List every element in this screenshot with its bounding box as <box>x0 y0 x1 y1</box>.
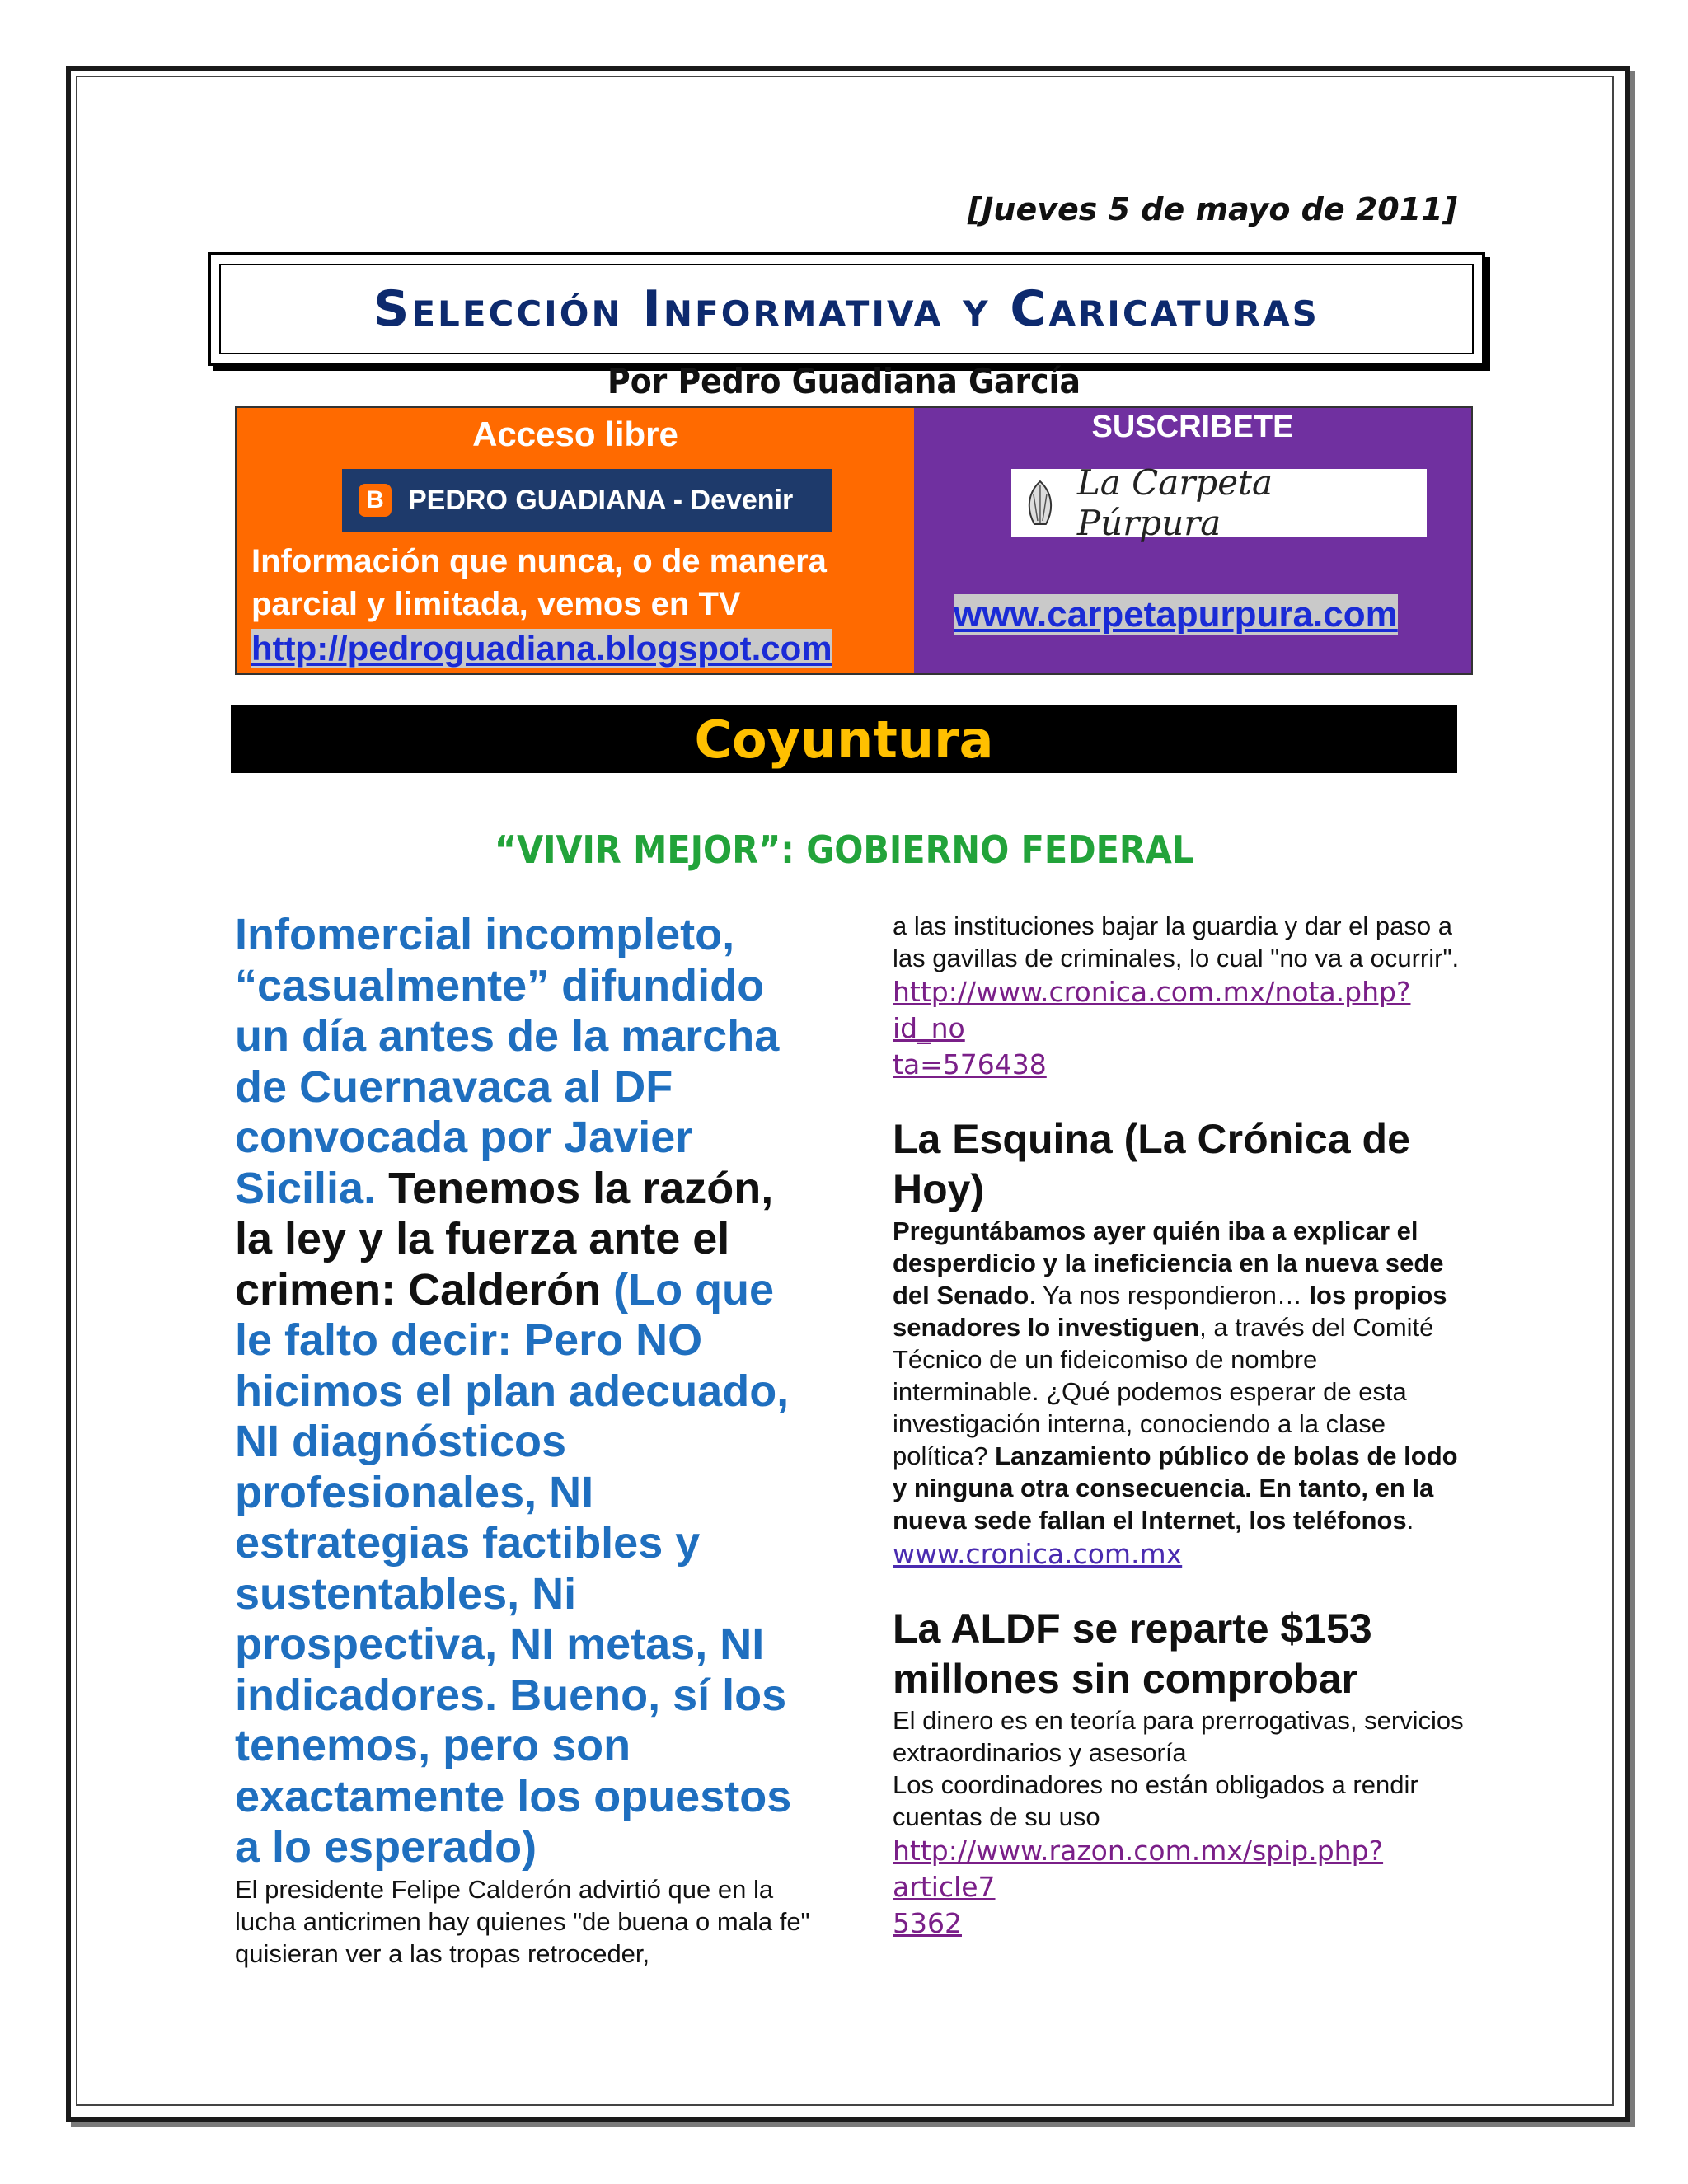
section-title: Coyuntura <box>694 709 994 770</box>
promo-free-access <box>237 408 914 673</box>
headline-quote: Tenemos la razón, la ley y la fuerza ante el crimen: Calderón <box>235 1163 774 1315</box>
razon-link[interactable] <box>893 1833 1470 1942</box>
section-bar <box>231 705 1457 773</box>
esquina-text2: , a través del Comité Técnico de un fideicomiso de nombre interminable. ¿Qué podemos esperar de esta investigación interna, conociendo a la clase política? <box>893 1313 1434 1470</box>
left-column <box>235 910 812 1970</box>
title-box <box>208 252 1485 366</box>
esquina-bold2: los propios senadores lo investiguen <box>893 1281 1447 1342</box>
promo-banner <box>235 406 1473 675</box>
access-label: Acceso libre <box>472 415 678 453</box>
esquina-heading: La Esquina (La Crónica de Hoy) <box>893 1116 1410 1212</box>
promo-description-line1: Información que nunca, o de manera <box>251 543 827 579</box>
page-title: Selección Informativa y Caricaturas <box>373 280 1320 338</box>
cronica-home-link[interactable]: www.cronica.com.mx <box>893 1538 1183 1570</box>
continuation-text: a las instituciones bajar la guardia y dar el paso a las gavillas de criminales, lo cual "no va a ocurrir". <box>893 912 1460 972</box>
headline-intro: Infomercial incompleto, “casualmente” difundido un día antes de la marcha de Cuernavaca al DF convocada por Javier Sicilia. <box>235 910 780 1213</box>
razon-link-line1: http://www.razon.com.mx/spip.php?article7 <box>893 1835 1384 1903</box>
promo-description <box>251 540 894 626</box>
razon-link-line2: 5362 <box>893 1907 962 1939</box>
headline-comment: (Lo que le falto decir: Pero NO hicimos el plan adecuado, NI diagnósticos profesionales, NI estrategias factibles y sustentables, Ni prospectiva, NI metas, NI indicadores. Bueno, sí los tenemos, pero son exactamente los opuestos a lo esperado) <box>235 1264 792 1872</box>
esquina-text1: . Ya nos respondieron… <box>1029 1281 1310 1310</box>
esquina-body <box>893 1215 1470 1536</box>
aldf-line2: Los coordinadores no están obligados a rendir cuentas de su uso <box>893 1770 1418 1831</box>
blog-link[interactable]: http://pedroguadiana.blogspot.com <box>251 629 832 668</box>
blogger-logo[interactable] <box>342 469 832 532</box>
promo-description-line2: parcial y limitada, vemos en TV <box>251 586 741 622</box>
green-headline: “VIVIR MEJOR”: GOBIERNO FEDERAL <box>494 827 1194 872</box>
right-column <box>893 910 1470 1942</box>
promo-subscribe <box>914 408 1471 673</box>
blogger-icon: B <box>359 484 392 517</box>
cronica-link-line2: ta=576438 <box>893 1048 1047 1080</box>
cronica-link[interactable] <box>893 974 1470 1083</box>
esquina-bold1: Preguntábamos ayer quién iba a explicar el desperdicio y la ineficiencia en la nueva sede del Senado <box>893 1216 1444 1310</box>
cronica-link-line1: http://www.cronica.com.mx/nota.php?id_no <box>893 976 1411 1044</box>
aldf-heading: La ALDF se reparte $153 millones sin comprobar <box>893 1605 1372 1702</box>
shell-icon <box>1020 478 1061 527</box>
carpeta-name: La Carpeta Púrpura <box>1076 462 1273 543</box>
esquina-text3: . <box>1406 1506 1414 1535</box>
blogger-name: PEDRO GUADIANA - Devenir <box>408 484 794 516</box>
esquina-bold3: Lanzamiento público de bolas de lodo y ninguna otra consecuencia. En tanto, en la nueva sede fallan el Internet, los teléfonos <box>893 1441 1458 1535</box>
aldf-line1: El dinero es en teoría para prerrogativas, servicios extraordinarios y asesoría <box>893 1706 1464 1767</box>
carpeta-link[interactable]: www.carpetapurpura.com <box>954 594 1398 635</box>
issue-date: [Jueves 5 de mayo de 2011] <box>967 191 1457 227</box>
byline: Por Pedro Guadiana García <box>607 361 1081 401</box>
left-body-text: El presidente Felipe Calderón advirtió que en la lucha anticrimen hay quienes "de buena o mala fe" quisieran ver a las tropas retroceder, <box>235 1874 810 1968</box>
main-headline <box>235 910 812 1873</box>
title-inner <box>219 264 1474 354</box>
subscribe-label: SUSCRIBETE <box>1091 410 1294 444</box>
carpeta-logo[interactable] <box>1011 462 1427 543</box>
